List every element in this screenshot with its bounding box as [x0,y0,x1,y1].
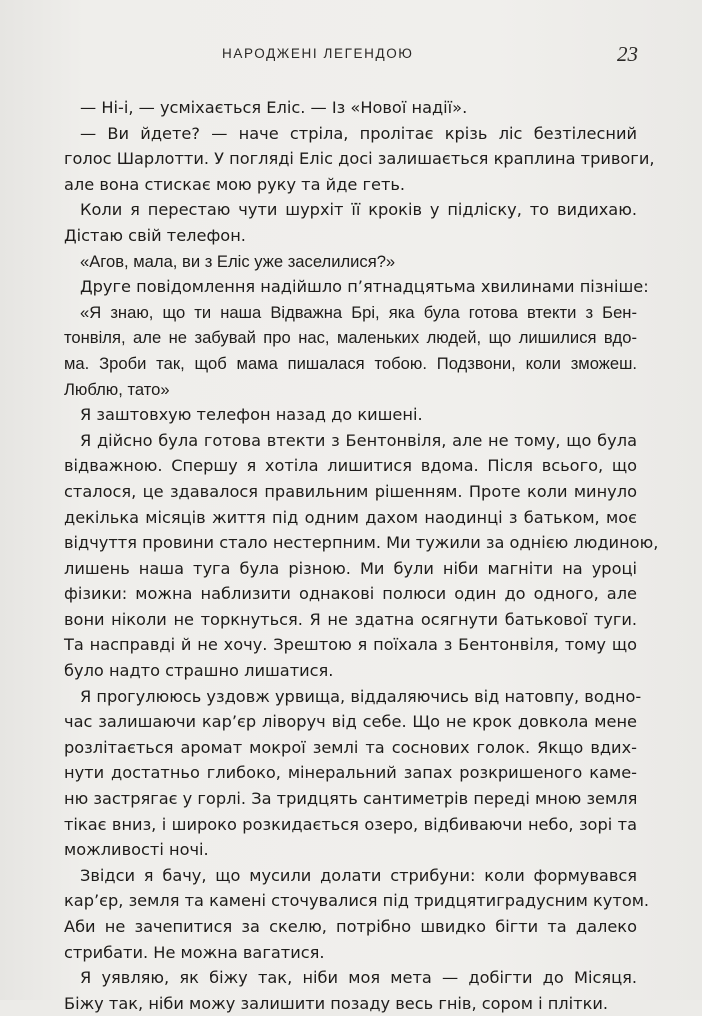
text-line: Дістаю свій телефон. [64,225,246,245]
text-line: стрибати. Не можна вагатися. [64,942,325,962]
text-line: Біжу так, ніби можу залишити позаду весь гнів, сором і плітки. [64,993,609,1013]
text-line: — Ні-і, — усміхається Еліс. — Із «Нової надії». [80,98,468,117]
paragraph [64,121,655,198]
text-line: «Я знаю, що ти наша Відважна Брі, яка була готова втекти з Бен- [80,302,637,322]
text-line: кар’єр, земля та камені сточувалися під тридцятиградусним кутом. [64,891,650,911]
page-number: 23 [617,42,638,66]
paragraph [64,274,649,300]
running-head-title: НАРОДЖЕНІ ЛЕГЕНДОЮ [222,46,414,61]
paragraph [64,95,637,121]
text-line: голос Шарлотти. У погляді Еліс досі залишається краплина тривоги, [64,149,655,169]
text-line: фізики: можна наблизити однакові полюси один до одного, але [64,584,637,604]
text-line: Та насправді й не хочу. Зрештою я поїхала з Бентонвіля, тому що [64,635,637,655]
text-line: тікає вниз, і широко розкидається озеро, відбиваючи небо, зорі та [64,814,637,834]
text-line: вони ніколи не торкнуться. Я не здатна осягнути батькової туги. [64,609,637,629]
text-line: Друге повідомлення надійшло п’ятнадцятьма хвилинами пізніше: [80,277,649,297]
text-line: Я дійсно була готова втекти з Бентонвіля, але не тому, що була [80,430,637,450]
text-line: — Ви йдете? — наче стріла, пролітає крізь ліс безтілесний [80,123,637,143]
paragraph [64,863,650,965]
text-line: ню застрягає у горлі. За тридцять сантиметрів переді мною земля [64,789,638,809]
text-line: Звідси я бачу, що мусили долати стрибуни: коли формувався [80,865,637,885]
text-line: тонвіля, але не забувай про нас, маленьких людей, що лишилися вдо- [64,328,637,348]
text-line: Я прогулююсь уздовж урвища, віддаляючись від натовпу, водно- [80,686,642,706]
text-line: «Агов, мала, ви з Еліс уже заселилися?» [80,251,396,271]
text-line: час залишаючи кар’єр ліворуч від себе. Що не крок довкола мене [64,712,637,732]
text-line: ма. Зроби так, щоб мама пишалася тобою. Подзвони, коли зможеш. [64,353,637,373]
text-line: Коли я перестаю чути шурхіт її кроків у підліску, то видихаю. [80,200,637,220]
body-text [64,95,659,1016]
text-line: лишень наша туга була різною. Ми були ніби магніти на уроці [64,558,637,578]
paragraph [64,402,637,428]
text-line: можливості ночі. [64,840,209,860]
paragraph [64,684,642,863]
text-line: сталося, це здавалося правильним рішенням. Проте коли минуло [64,481,637,501]
text-line: Я уявляю, як біжу так, ніби моя мета — добігти до Місяця. [80,968,637,988]
text-message-paragraph [64,300,637,402]
text-line: було надто страшно лишатися. [64,661,334,681]
text-line: декілька місяців життя під одним дахом наодинці з батьком, моє [64,507,637,527]
text-line: нути достатньо глибоко, мінеральний запах розкришеного каме- [64,763,637,783]
paragraph [64,965,637,1016]
paragraph [64,197,637,248]
text-line: Я заштовхую телефон назад до кишені. [80,405,423,425]
paragraph [64,428,659,684]
text-line: відчуття провини стало нестерпним. Ми тужили за однією людиною, [64,533,659,553]
text-line: відважною. Спершу я хотіла лишитися вдома. Після всього, що [64,456,637,476]
text-message-paragraph [64,249,637,275]
text-line: Люблю, тато» [64,379,170,399]
text-line: Аби не зачепитися за скелю, потрібно швидко бігти та далеко [64,917,637,936]
text-line: але вона стискає мою руку та йде геть. [64,174,406,194]
text-line: розлітається аромат мокрої землі та соснових голок. Якщо вдих- [64,737,637,757]
